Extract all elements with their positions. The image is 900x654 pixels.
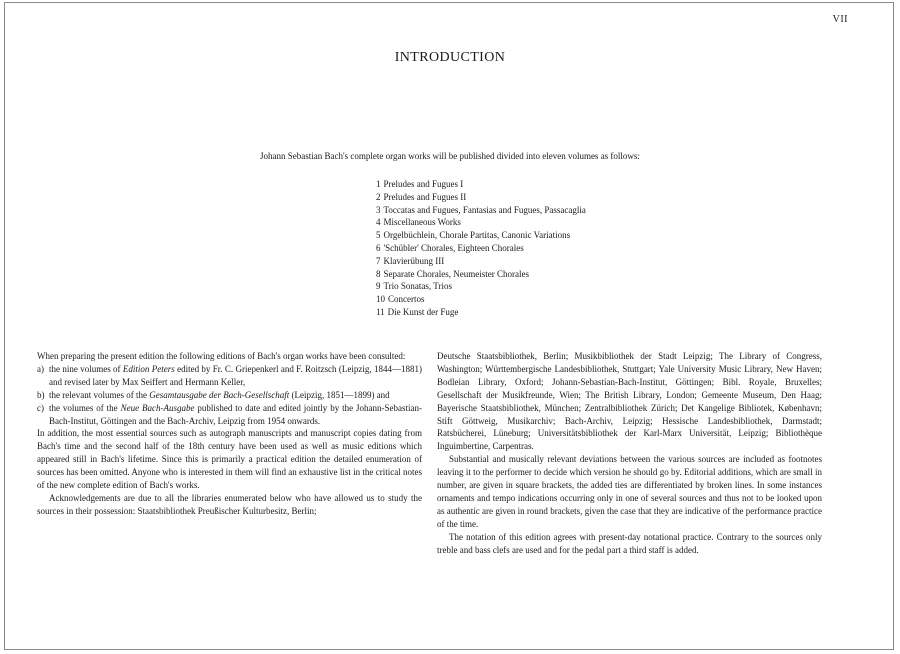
edition-text-part: the nine volumes of: [49, 363, 123, 374]
volume-item: [376, 204, 586, 217]
edition-item-label: b): [37, 389, 45, 400]
volume-number: 7: [376, 255, 381, 266]
edition-text-part: (Leipzig, 1851—1899) and: [289, 389, 390, 400]
edition-text-part: the relevant volumes of the: [49, 389, 150, 400]
volume-item: [376, 242, 586, 255]
volume-list: [376, 178, 586, 319]
acknowledgements-paragraph: Acknowledgements are due to all the libraries enumerated below who have allowed us to study the sources in their possession: Staatsbibliothek Preußischer Kulturbesitz, Berlin;: [37, 492, 422, 516]
volume-title: Preludes and Fugues I: [383, 179, 464, 189]
edition-item-text: [49, 389, 422, 402]
edition-item-c: [37, 402, 422, 428]
volume-number: 8: [376, 268, 381, 279]
edition-item-a: [37, 363, 422, 389]
sources-paragraph: In addition, the most essential sources such as autograph manuscripts and manuscript copies dating from Bach's time and the second half of the 18th century have been used as well as music editions which appeared still in Bach's lifetime. Since this is primarily a practical edition the detailed enumeration of sources has been omitted. Anyone who is interested in them will find an exhaustive list in the critical notes of the new complete edition of Bach's works.: [37, 428, 422, 491]
page-title: INTRODUCTION: [394, 50, 506, 65]
volume-title: 'Schübler' Chorales, Eighteen Chorales: [383, 242, 524, 253]
volume-title: Toccatas and Fugues, Fantasias and Fugues, Passacaglia: [383, 204, 586, 215]
volume-title: Orgelbüchlein, Chorale Partitas, Canonic Variations: [383, 230, 571, 241]
volume-item: [376, 268, 586, 281]
volume-number: 5: [376, 230, 381, 241]
volume-number: 1: [376, 179, 381, 189]
volume-item: [376, 178, 586, 191]
libraries-paragraph: Deutsche Staatsbibliothek, Berlin; Musikbibliothek der Stadt Leipzig; The Library of Congress, Washington; Württembergische Landesbibliothek, Stuttgart; Yale University Music Library, New Haven; Bodleian Library, Oxford; Johann-Sebastian-Bach-Institut, Göttingen; Bibl. Royale, Bruxelles; Gesellschaft der Musikfreunde, Wien; The British Library, London; Gemeente Museum, Den Haag; Bayerische Staatsbibliothek, München; Zentralbibliothek Zürich; Det Kangelige Bibliotek, København; Stift Göttweig, Musikarchiv; Bach-Archiv, Leipzig; Hessische Landesbibliothek, Darmstadt; Ratsbücherei, Lüneburg; Universitätsbibliothek der Karl-Marx Universität, Leipzig; Bibliothèque Inguimbertine, Carpentras.: [437, 351, 822, 452]
volume-item: [376, 229, 586, 242]
edition-item-label: c): [37, 402, 44, 413]
deviations-paragraph: Substantial and musically relevant deviations between the various sources are included as footnotes leaving it to the performer to decide which version he should go by. Editorial additions, which are small in number, are given in square brackets, the added ties are differentiated by broken lines. In some instances ornaments and tempo indications occurring only in one of several sources and thus not to be looked upon as authentic are given in round brackets, given the case that they are indicative of the performance practice of the time.: [437, 454, 822, 529]
edition-text-part: the volumes of the: [49, 402, 121, 413]
edition-item-label: a): [37, 363, 44, 374]
left-column: [37, 350, 422, 518]
volume-title: Miscellaneous Works: [383, 217, 461, 228]
edition-item-b: [37, 389, 422, 402]
volume-number: 9: [376, 281, 381, 292]
volume-title: Preludes and Fugues II: [383, 191, 467, 202]
volume-title: Klavierübung III: [383, 255, 445, 266]
volume-item: [376, 293, 586, 306]
editions-intro: When preparing the present edition the following editions of Bach's organ works have been consulted:: [37, 351, 406, 361]
volume-item: [376, 191, 586, 204]
volume-title: Trio Sonatas, Trios: [383, 281, 452, 292]
edition-text-part: edited by Fr. C. Griepenkerl and F. Roitzsch (Leipzig, 1844—1881) and revised later by Max Seiffert and Hermann Keller,: [49, 363, 422, 387]
volume-item: [376, 255, 586, 268]
right-column: [437, 350, 822, 557]
volume-number: 10: [376, 294, 385, 305]
volume-title: Separate Chorales, Neumeister Chorales: [383, 268, 529, 279]
edition-title: Gesamtausgabe der Bach-Gesellschaft: [149, 389, 290, 400]
notation-paragraph: The notation of this edition agrees with present-day notational practice. Contrary to the sources only treble and bass clefs are used and for the pedal part a third staff is added.: [437, 531, 822, 555]
volume-item: [376, 280, 586, 293]
volume-title: Concertos: [388, 294, 425, 305]
edition-item-text: [49, 402, 422, 428]
edition-title: Edition Peters: [122, 363, 175, 374]
volume-number: 3: [376, 204, 381, 215]
volume-item: [376, 306, 586, 319]
volume-title: Die Kunst der Fuge: [387, 306, 459, 317]
volume-number: 2: [376, 191, 381, 202]
volume-number: 4: [376, 217, 381, 228]
volume-item: [376, 216, 586, 229]
volume-number: 6: [376, 242, 381, 253]
volume-number: 11: [376, 306, 385, 317]
lead-sentence: Johann Sebastian Bach's complete organ works will be published divided into eleven volumes as follows:: [260, 151, 640, 161]
edition-text-part: published to date and edited jointly by the Johann-Sebastian-Bach-Institut, Göttingen and the Bach-Archiv, Leipzig from 1954 onwards.: [49, 402, 422, 426]
edition-item-text: [49, 363, 422, 389]
page-number: VII: [832, 14, 848, 25]
edition-title: Neue Bach-Ausgabe: [120, 402, 195, 413]
